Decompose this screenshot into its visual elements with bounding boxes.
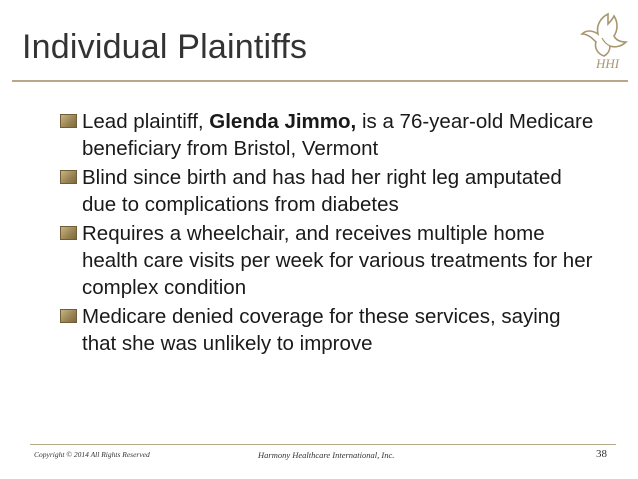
footer-copyright: Copyright © 2014 All Rights Reserved	[34, 450, 150, 459]
bullet-item	[60, 220, 600, 301]
page-number: 38	[596, 448, 607, 460]
page-title: Individual Plaintiffs	[22, 28, 308, 66]
title-divider	[12, 80, 628, 82]
dove-logo-icon	[578, 8, 632, 72]
bullet-text: Medicare denied coverage for these services, saying that she was unlikely to improve	[82, 305, 561, 355]
bullet-item	[60, 108, 600, 162]
square-bullet-icon	[60, 309, 77, 323]
bullet-text-bold: Glenda Jimmo,	[209, 110, 357, 133]
bullet-item	[60, 303, 600, 357]
bullet-text-suffix: is a 76-year-old Medicare beneficiary from Bristol, Vermont	[82, 110, 594, 160]
bullet-list	[60, 108, 600, 359]
square-bullet-icon	[60, 170, 77, 184]
square-bullet-icon	[60, 114, 77, 128]
footer-divider	[30, 444, 616, 445]
footer-company: Harmony Healthcare International, Inc.	[258, 450, 395, 460]
bullet-text: Blind since birth and has had her right leg amputated due to complications from diabetes	[82, 166, 562, 216]
logo-text: HHI	[596, 56, 620, 71]
bullet-item	[60, 164, 600, 218]
bullet-text: Requires a wheelchair, and receives multiple home health care visits per week for various treatments for her complex condition	[82, 222, 593, 299]
bullet-text-prefix: Lead plaintiff,	[82, 110, 210, 133]
square-bullet-icon	[60, 226, 77, 240]
